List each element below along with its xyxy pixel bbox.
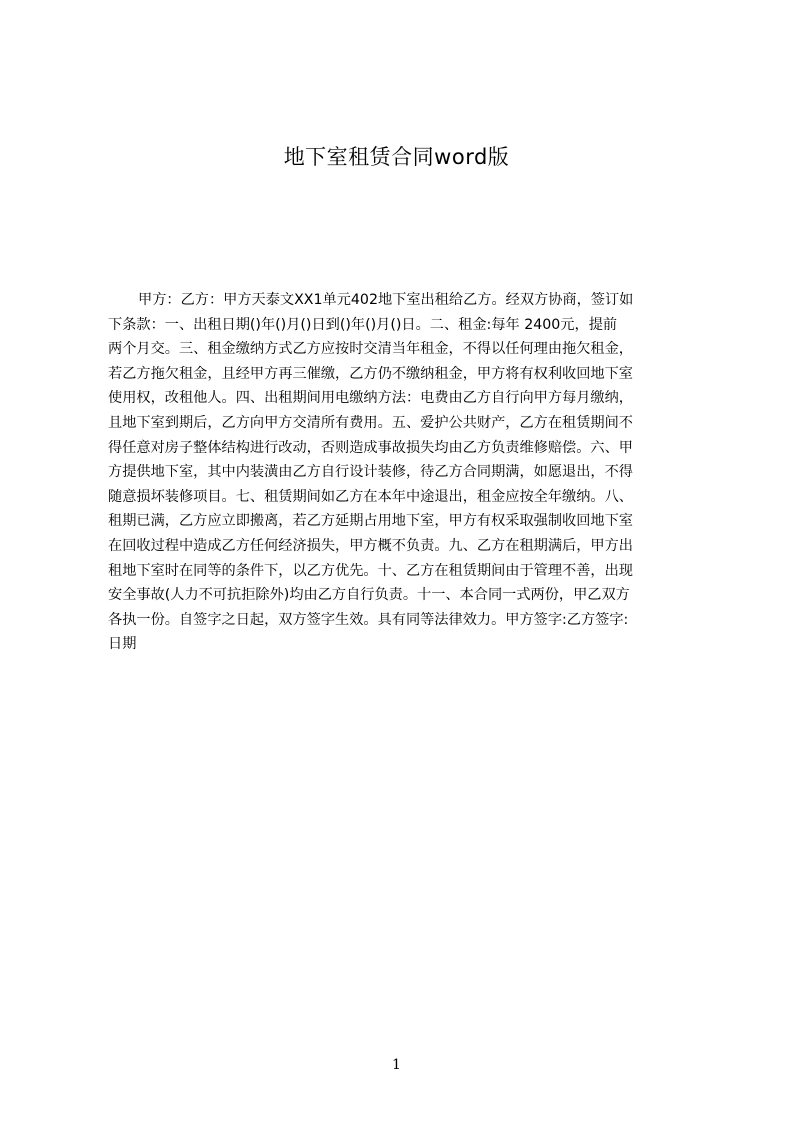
page-number: 1 (392, 1057, 401, 1073)
body-line: 甲方：乙方：甲方天泰文XX1单元402地下室出租给乙方。经双方协商，签订如 (138, 292, 634, 308)
body-line: 各执一份。自签字之日起，双方签字生效。具有同等法律效力。甲方签字:乙方签字: (108, 611, 629, 628)
body-line: 方提供地下室，其中内装潢由乙方自行设计装修，待乙方合同期满，如愿退出，不得 (108, 464, 633, 481)
body-line: 得任意对房子整体结构进行改动，否则造成事故损失均由乙方负责维修赔偿。六、甲 (108, 439, 633, 456)
body-line: 在回收过程中造成乙方任何经济损失，甲方概不负责。九、乙方在租期满后，甲方出 (108, 537, 633, 554)
contract-body (108, 288, 700, 688)
document-title: 地下室租赁合同word版 (283, 145, 510, 169)
body-line-date: 日期 (108, 636, 137, 653)
body-line: 下条款：一、出租日期()年()月()日到()年()月()日。二、租金:每年 2400元，提前 (108, 316, 618, 333)
body-line: 租地下室时在同等的条件下，以乙方优先。十、乙方在租赁期间由于管理不善，出现 (108, 562, 633, 579)
body-line: 且地下室到期后，乙方向甲方交清所有费用。五、爱护公共财产，乙方在租赁期间不 (108, 414, 633, 431)
body-line: 若乙方拖欠租金，且经甲方再三催缴，乙方仍不缴纳租金，甲方将有权利收回地下室 (108, 365, 633, 382)
body-line: 安全事故(人力不可抗拒除外)均由乙方自行负责。十一、本合同一式两份，甲乙双方 (108, 587, 630, 604)
body-line: 两个月交。三、租金缴纳方式乙方应按时交清当年租金，不得以任何理由拖欠租金， (108, 341, 633, 358)
body-line: 使用权，改租他人。四、出租期间用电缴纳方法：电费由乙方自行向甲方每月缴纳， (108, 390, 633, 407)
body-line: 租期已满，乙方应立即搬离，若乙方延期占用地下室，甲方有权采取强制收回地下室 (108, 513, 633, 530)
body-line: 随意损坏装修项目。七、租赁期间如乙方在本年中途退出，租金应按全年缴纳。八、 (108, 488, 633, 505)
